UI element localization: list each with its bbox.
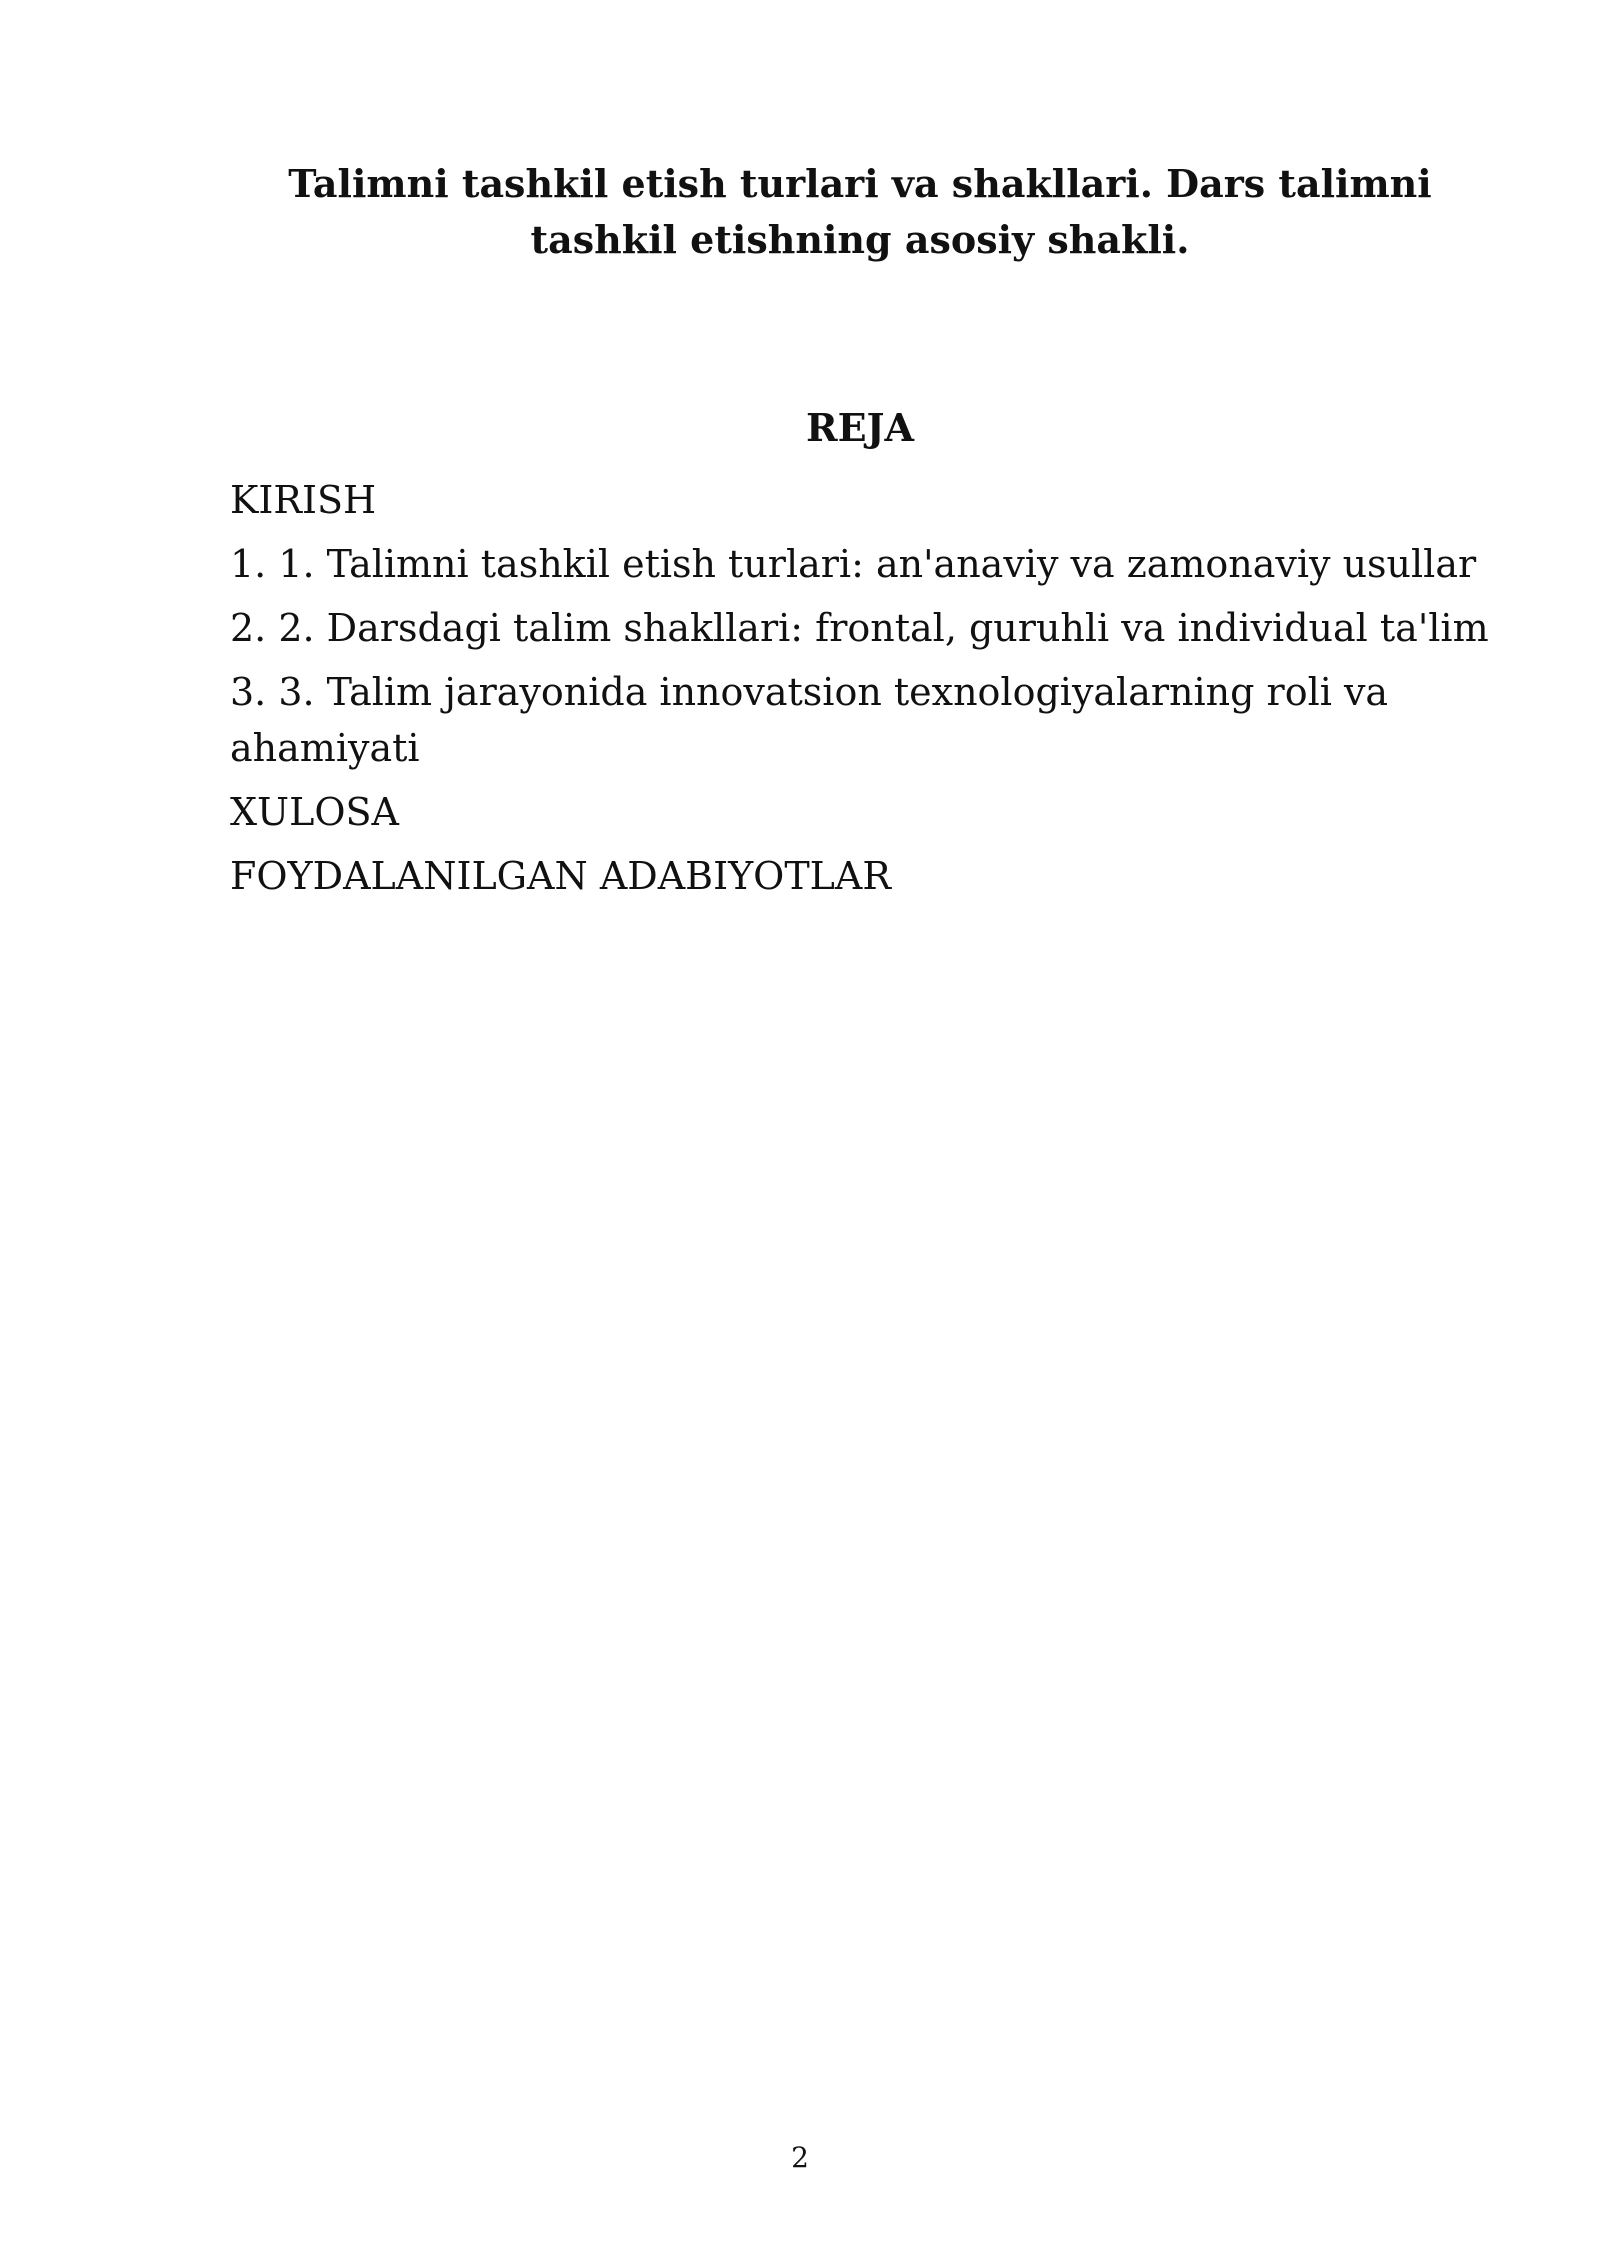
document-title: Talimni tashkil etish turlari va shakllari. Dars talimni tashkil etishning asosiy shakli. (288, 161, 1432, 262)
plan-list (230, 472, 1530, 912)
plan-heading: REJA (805, 405, 914, 450)
plan-item-3: 3. 3. Talim jarayonida innovatsion texnologiyalarning roli va ahamiyati (230, 670, 1389, 770)
plan-item-conclusion: XULOSA (230, 790, 399, 834)
page-number: 2 (791, 2141, 809, 2174)
plan-item-2: 2. 2. Darsdagi talim shakllari: frontal, guruhli va individual ta'lim (230, 606, 1489, 650)
plan-item-1: 1. 1. Talimni tashkil etish turlari: an'anaviy va zamonaviy usullar (230, 542, 1477, 586)
plan-item-references: FOYDALANILGAN ADABIYOTLAR (230, 854, 891, 898)
plan-item-introduction: KIRISH (230, 478, 377, 522)
